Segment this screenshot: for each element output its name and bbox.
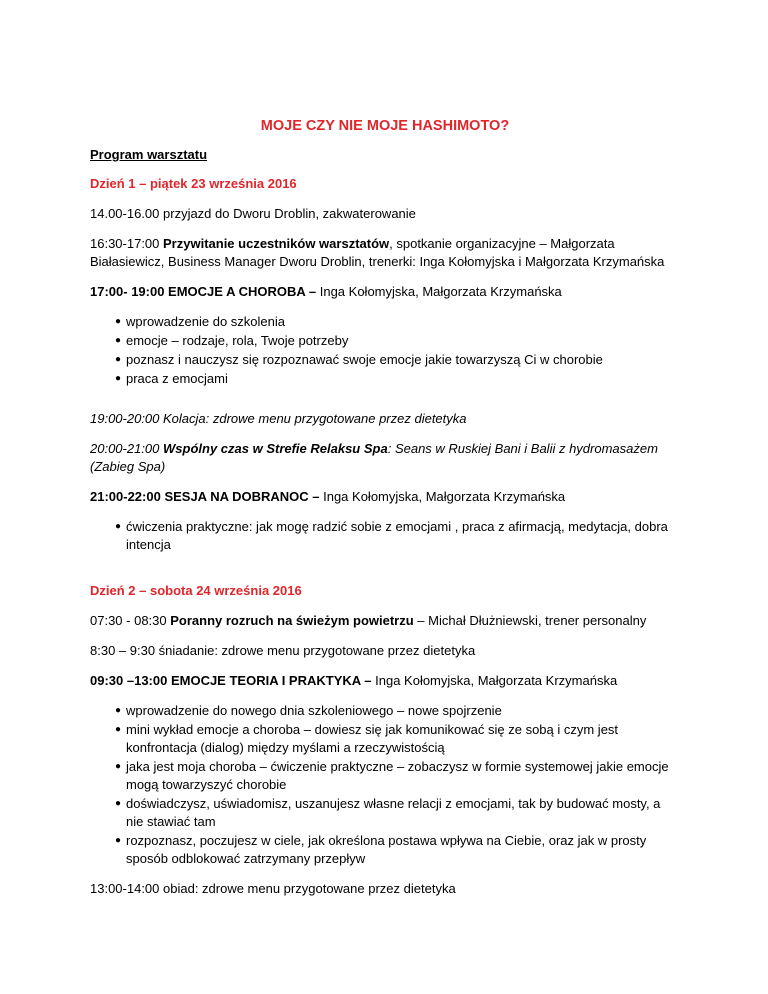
list-item: ● wprowadzenie do nowego dnia szkoleniowego – nowe spojrzenie <box>115 703 502 718</box>
day-1-dinner: 19:00-20:00 Kolacja: zdrowe menu przygotowane przez dietetyka <box>90 411 467 426</box>
bullet-icon: ● <box>115 521 122 532</box>
day-1-arrival: 14.00-16.00 przyjazd do Dworu Droblin, zakwaterowanie <box>90 206 416 221</box>
bullet-icon: ● <box>115 724 122 735</box>
day-1-topics-list <box>90 313 680 388</box>
day-2-morning: 07:30 - 08:30 Poranny rozruch na świeżym powietrzu – Michał Dłużniewski, trener personalny <box>90 613 647 628</box>
list-item: ● rozpoznasz, poczujesz w ciele, jak określona postawa wpływa na Ciebie, oraz jak w prosty sposób odblokować zatrzymany przepływ <box>115 833 647 866</box>
document-content <box>90 117 680 910</box>
day-1-session-emotions: 17:00- 19:00 EMOCJE A CHOROBA – Inga Kołomyjska, Małgorzata Krzymańska <box>90 284 562 299</box>
bullet-icon: ● <box>115 373 122 384</box>
day-1-night-session: 21:00-22:00 SESJA NA DOBRANOC – Inga Kołomyjska, Małgorzata Krzymańska <box>90 489 566 504</box>
program-subtitle: Program warsztatu <box>90 147 208 162</box>
bullet-icon: ● <box>115 761 122 772</box>
bullet-icon: ● <box>115 335 122 346</box>
bullet-icon: ● <box>115 354 122 365</box>
bullet-icon: ● <box>115 705 122 716</box>
list-item: ● mini wykład emocje a choroba – dowiesz się jak komunikować się ze sobą i czym jest konfrontacja (dialog) między myślami a rzeczywistością <box>115 722 619 755</box>
list-item: ● ćwiczenia praktyczne: jak mogę radzić sobie z emocjami , praca z afirmacją, medytacja, dobra intencja <box>115 519 668 552</box>
list-item: ● praca z emocjami <box>115 371 228 386</box>
bullet-icon: ● <box>115 798 122 809</box>
day-2-session-theory: 09:30 –13:00 EMOCJE TEORIA I PRAKTYKA – Inga Kołomyjska, Małgorzata Krzymańska <box>90 673 618 688</box>
bullet-icon: ● <box>115 835 122 846</box>
document-title: MOJE CZY NIE MOJE HASHIMOTO? <box>260 118 510 134</box>
day-1-welcome: 16:30-17:00 Przywitanie uczestników warsztatów, spotkanie organizacyjne – Małgorzata Białasiewicz, Business Manager Dworu Droblin, trenerki: Inga Kołomyjska i Małgorzata Krzymańska <box>90 236 665 269</box>
day-2-heading: Dzień 2 – sobota 24 września 2016 <box>90 583 302 598</box>
day-2-topics-list <box>90 702 680 868</box>
day-1-heading: Dzień 1 – piątek 23 września 2016 <box>90 176 297 191</box>
list-item: ● poznasz i nauczysz się rozpoznawać swoje emocje jakie towarzyszą Ci w chorobie <box>115 352 603 367</box>
list-item: ● emocje – rodzaje, rola, Twoje potrzeby <box>115 333 349 348</box>
list-item: ● jaka jest moja choroba – ćwiczenie praktyczne – zobaczysz w formie systemowej jakie emocje mogą towarzyszyć chorobie <box>115 759 669 792</box>
day-1-spa: 20:00-21:00 Wspólny czas w Strefie Relaksu Spa: Seans w Ruskiej Bani i Balii z hydromasażem (Zabieg Spa) <box>90 441 658 474</box>
day-1-night-list <box>90 518 680 554</box>
bullet-icon: ● <box>115 316 122 327</box>
list-item: ● doświadczysz, uświadomisz, uszanujesz własne relacji z emocjami, tak by budować mosty, a nie stawiać tam <box>115 796 661 829</box>
list-item: ● wprowadzenie do szkolenia <box>115 314 285 329</box>
day-2-lunch: 13:00-14:00 obiad: zdrowe menu przygotowane przez dietetyka <box>90 881 456 896</box>
day-2-breakfast: 8:30 – 9:30 śniadanie: zdrowe menu przygotowane przez dietetyka <box>90 643 476 658</box>
